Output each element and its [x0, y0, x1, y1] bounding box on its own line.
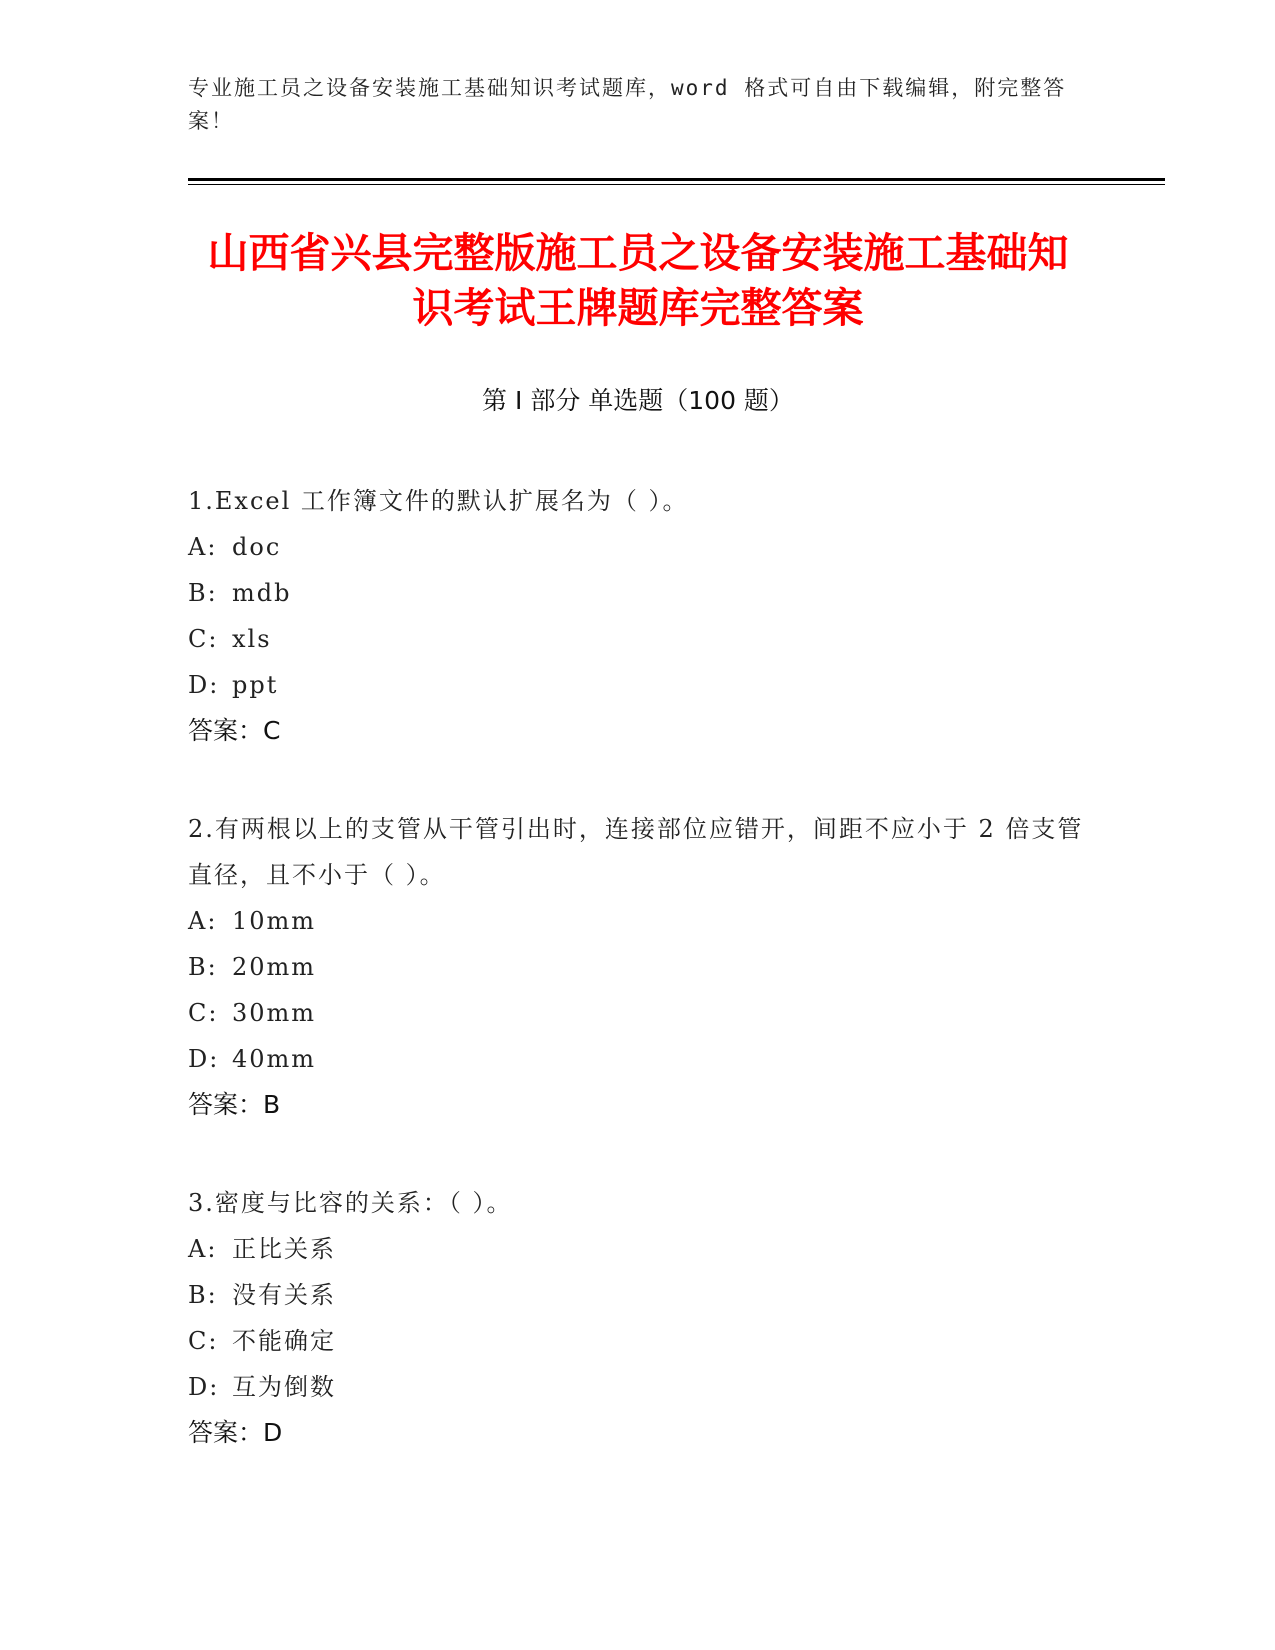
question-text: 3.密度与比容的关系：（ ）。: [188, 1189, 513, 1217]
option-c: [188, 1318, 1088, 1364]
document-title: 山西省兴县完整版施工员之设备安装施工基础知识考试王牌题库完整答案: [207, 229, 1069, 332]
option-text: 30mm: [232, 999, 317, 1027]
header-note: 专业施工员之设备安装施工基础知识考试题库，word 格式可自由下载编辑，附完整答案！: [188, 76, 1067, 133]
option-text: 10mm: [232, 907, 317, 935]
option-text: 40mm: [232, 1045, 317, 1073]
option-a: [188, 524, 1088, 570]
option-letter: B:: [188, 1281, 218, 1309]
option-text: 互为倒数: [232, 1373, 336, 1401]
option-text: doc: [232, 533, 282, 561]
question-list: [188, 478, 1088, 1508]
header-divider-thin: [188, 184, 1165, 185]
answer: 答案：C: [188, 716, 281, 745]
option-text: 不能确定: [232, 1327, 336, 1355]
option-a: [188, 1226, 1088, 1272]
question-2: [188, 806, 1088, 1128]
option-letter: C:: [188, 1327, 219, 1355]
option-letter: B:: [188, 579, 218, 607]
option-d: [188, 1036, 1088, 1082]
option-text: ppt: [232, 671, 279, 699]
option-letter: D:: [188, 671, 220, 699]
option-letter: A:: [188, 907, 218, 935]
option-d: [188, 1364, 1088, 1410]
option-text: xls: [232, 625, 272, 653]
option-text: 没有关系: [232, 1281, 336, 1309]
option-b: [188, 570, 1088, 616]
answer: 答案：B: [188, 1090, 281, 1119]
option-letter: D:: [188, 1373, 220, 1401]
question-1: [188, 478, 1088, 754]
option-text: 正比关系: [232, 1235, 336, 1263]
option-b: [188, 1272, 1088, 1318]
option-text: 20mm: [232, 953, 317, 981]
option-a: [188, 898, 1088, 944]
option-letter: A:: [188, 1235, 218, 1263]
option-c: [188, 616, 1088, 662]
question-text: 1.Excel 工作簿文件的默认扩展名为（ ）。: [188, 487, 689, 515]
option-c: [188, 990, 1088, 1036]
option-d: [188, 662, 1088, 708]
option-letter: D:: [188, 1045, 220, 1073]
section-title: 第 I 部分 单选题（100 题）: [482, 386, 794, 415]
answer: 答案：D: [188, 1418, 283, 1447]
question-3: [188, 1180, 1088, 1456]
option-text: mdb: [232, 579, 292, 607]
option-letter: C:: [188, 999, 219, 1027]
option-letter: C:: [188, 625, 219, 653]
header-divider-thick: [188, 178, 1165, 181]
option-letter: B:: [188, 953, 218, 981]
question-text: 2.有两根以上的支管从干管引出时，连接部位应错开，间距不应小于 2 倍支管直径，且不小于（ ）。: [188, 815, 1084, 889]
option-letter: A:: [188, 533, 218, 561]
option-b: [188, 944, 1088, 990]
